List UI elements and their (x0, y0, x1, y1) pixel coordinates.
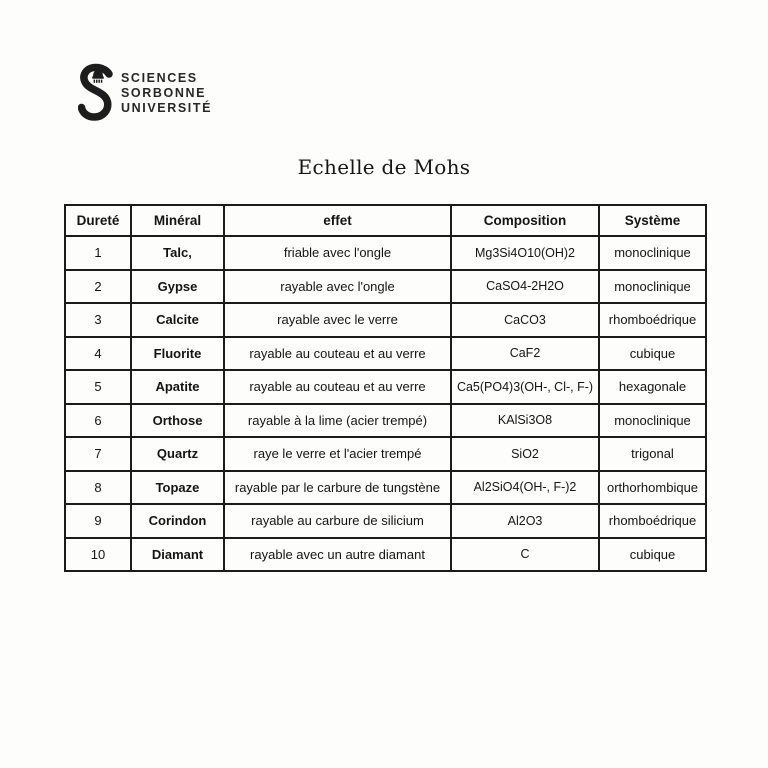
table-row (65, 337, 706, 371)
cell-mineral: Talc, (131, 236, 224, 270)
page-title: Echelle de Mohs (297, 155, 471, 179)
cell-effet: rayable au couteau et au verre (224, 337, 451, 371)
cell-systeme: trigonal (599, 437, 706, 471)
cell-effet: rayable avec le verre (224, 303, 451, 337)
cell-systeme: orthorhombique (599, 471, 706, 505)
table-row (65, 437, 706, 471)
sorbonne-s-dome-icon (78, 63, 114, 123)
cell-mineral: Gypse (131, 270, 224, 304)
table-row (65, 404, 706, 438)
cell-mineral: Corindon (131, 504, 224, 538)
table-row (65, 538, 706, 572)
cell-composition: Ca5(PO4)3(OH-, Cl-, F-) (451, 370, 599, 404)
cell-effet: friable avec l'ongle (224, 236, 451, 270)
cell-mineral: Fluorite (131, 337, 224, 371)
table-header-row (65, 205, 706, 236)
cell-durete: 1 (65, 236, 131, 270)
cell-mineral: Quartz (131, 437, 224, 471)
cell-effet: rayable avec l'ongle (224, 270, 451, 304)
logo-line-sorbonne: SORBONNE (121, 85, 207, 100)
cell-systeme: rhomboédrique (599, 504, 706, 538)
logo-wordmark (121, 71, 212, 116)
cell-effet: rayable par le carbure de tungstène (224, 471, 451, 505)
cell-systeme: monoclinique (599, 404, 706, 438)
cell-systeme: monoclinique (599, 270, 706, 304)
table-row (65, 270, 706, 304)
sorbonne-sciences-logo (78, 63, 212, 123)
table-row (65, 303, 706, 337)
cell-mineral: Apatite (131, 370, 224, 404)
cell-composition: KAlSi3O8 (451, 404, 599, 438)
cell-durete: 6 (65, 404, 131, 438)
cell-systeme: rhomboédrique (599, 303, 706, 337)
header-durete: Dureté (65, 205, 131, 236)
cell-durete: 8 (65, 471, 131, 505)
cell-durete: 5 (65, 370, 131, 404)
cell-composition: C (451, 538, 599, 572)
table-row (65, 471, 706, 505)
cell-durete: 10 (65, 538, 131, 572)
cell-composition: Mg3Si4O10(OH)2 (451, 236, 599, 270)
cell-systeme: cubique (599, 538, 706, 572)
cell-composition: CaCO3 (451, 303, 599, 337)
cell-composition: Al2O3 (451, 504, 599, 538)
header-composition: Composition (451, 205, 599, 236)
cell-durete: 7 (65, 437, 131, 471)
cell-durete: 4 (65, 337, 131, 371)
cell-durete: 9 (65, 504, 131, 538)
cell-mineral: Calcite (131, 303, 224, 337)
logo-line-universite: UNIVERSITÉ (121, 100, 213, 115)
mohs-scale-table (64, 204, 707, 572)
cell-composition: SiO2 (451, 437, 599, 471)
table-row (65, 504, 706, 538)
cell-mineral: Orthose (131, 404, 224, 438)
cell-systeme: hexagonale (599, 370, 706, 404)
header-effet: effet (224, 205, 451, 236)
cell-effet: rayable avec un autre diamant (224, 538, 451, 572)
cell-systeme: monoclinique (599, 236, 706, 270)
header-mineral: Minéral (131, 205, 224, 236)
cell-composition: CaF2 (451, 337, 599, 371)
cell-effet: rayable au carbure de silicium (224, 504, 451, 538)
logo-line-sciences: SCIENCES (121, 70, 198, 85)
cell-effet: rayable à la lime (acier trempé) (224, 404, 451, 438)
cell-mineral: Diamant (131, 538, 224, 572)
cell-durete: 2 (65, 270, 131, 304)
cell-effet: raye le verre et l'acier trempé (224, 437, 451, 471)
cell-composition: CaSO4-2H2O (451, 270, 599, 304)
cell-composition: Al2SiO4(OH-, F-)2 (451, 471, 599, 505)
table-row (65, 370, 706, 404)
cell-durete: 3 (65, 303, 131, 337)
table-row (65, 236, 706, 270)
cell-mineral: Topaze (131, 471, 224, 505)
cell-systeme: cubique (599, 337, 706, 371)
cell-effet: rayable au couteau et au verre (224, 370, 451, 404)
header-systeme: Système (599, 205, 706, 236)
